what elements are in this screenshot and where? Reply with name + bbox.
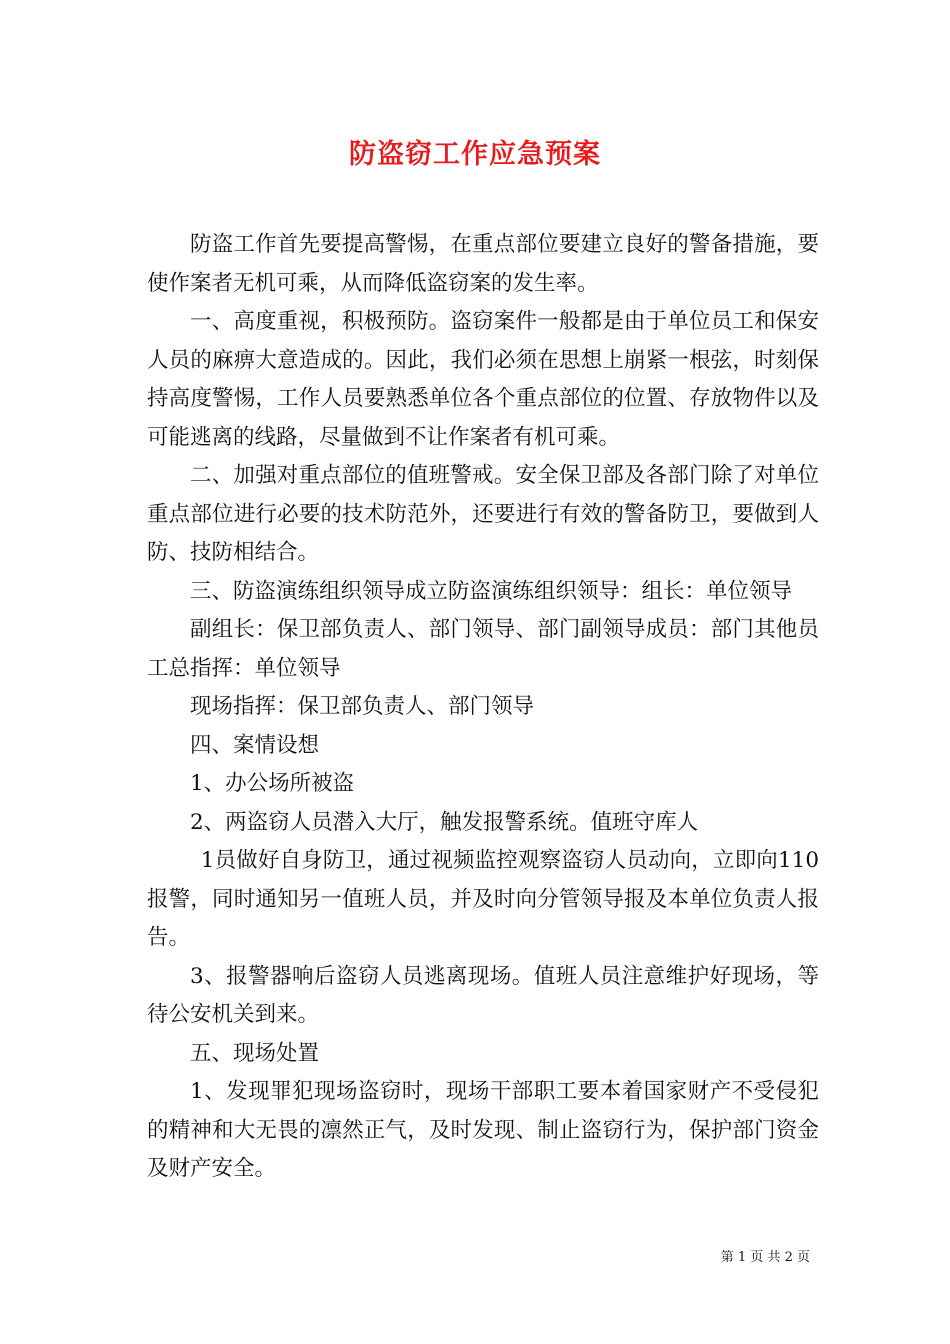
paragraph-section-3: 三、防盗演练组织领导成立防盗演练组织领导：组长：单位领导 (190, 578, 793, 604)
paragraph-item-1: 1、办公场所被盗 (190, 771, 355, 796)
paragraph-section-1: 一、高度重视，积极预防。盗窃案件一般都是由于单位员工和保安人员的麻痹大意造成的。因此，我们必须在思想上崩紧一根弦，时刻保持高度警惕，工作人员要熟悉单位各个重点部位的位置、存放物件以及可能逃离的线路，尽量做到不让作案者有机可乘。 (147, 309, 819, 450)
document-title: 防盗窃工作应急预案 (349, 139, 601, 170)
document-body (147, 226, 819, 1189)
paragraph-section-5: 五、现场处置 (190, 1040, 320, 1066)
paragraph-item-2: 2、两盗窃人员潜入大厅，触发报警系统。值班守库人 (190, 809, 699, 835)
paragraph-site-command: 现场指挥：保卫部负责人、部门领导 (190, 694, 535, 719)
paragraph-item-2-cont: 1员做好自身防卫，通过视频监控观察盗窃人员动向，立即向110报警，同时通知另一值班人员，并及时向分管领导报及本单位负责人报告。 (147, 848, 819, 950)
paragraph-intro: 防盗工作首先要提高警惕，在重点部位要建立良好的警备措施，要使作案者无机可乘，从而降低盗窃案的发生率。 (147, 232, 819, 296)
page-number: 第 1 页 共 2 页 (720, 1250, 810, 1265)
paragraph-section-4: 四、案情设想 (190, 732, 320, 758)
paragraph-section-2: 二、加强对重点部位的值班警戒。安全保卫部及各部门除了对单位重点部位进行必要的技术防范外，还要进行有效的警备防卫，要做到人防、技防相结合。 (147, 463, 819, 565)
paragraph-item-3: 3、报警器响后盗窃人员逃离现场。值班人员注意维护好现场，等待公安机关到来。 (147, 963, 819, 1027)
paragraph-deputy-leader: 副组长：保卫部负责人、部门领导、部门副领导成员：部门其他员工总指挥：单位领导 (147, 617, 819, 681)
paragraph-section-5-item-1: 1、发现罪犯现场盗窃时，现场干部职工要本着国家财产不受侵犯的精神和大无畏的凛然正气，及时发现、制止盗窃行为，保护部门资金及财产安全。 (147, 1079, 819, 1181)
